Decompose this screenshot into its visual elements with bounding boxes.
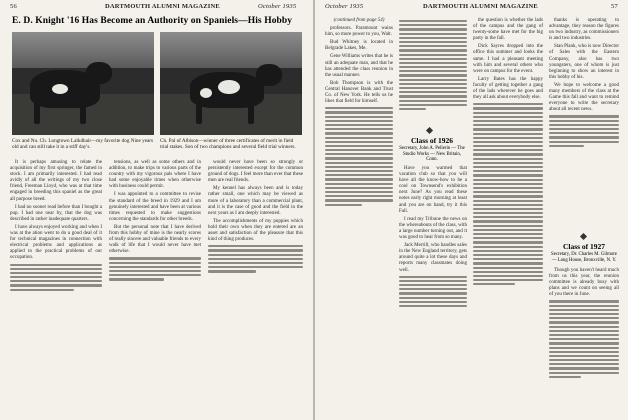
class-secretary-1926: Secretary, John A. Pellerin — The Studio Works — New Britain, Conn. <box>399 146 465 163</box>
article-title: E. D. Knight '16 Has Become an Authority on Spaniels—His Hobby <box>12 16 293 26</box>
ornament-diamond <box>426 127 433 134</box>
right-column-4 <box>549 18 619 218</box>
left-column-3 <box>208 160 303 416</box>
paragraph: I had no sooner read before than I bought a pup. I had one near by, that the dog was described in rather inadequate quarters. <box>10 204 102 222</box>
paragraph: I have always enjoyed working and when I was at the ation went to do a good deal of it for technical magazines in connection with electrical problems and applications as applied to the practical problems of our occupation. <box>10 224 102 261</box>
photo-caption-right: Ch. Pal of Albison—winner of three certificates of merit in field trial stakes. Son of two champions and several field trial winners. <box>160 138 296 151</box>
page-number-right: 57 <box>611 3 618 10</box>
paragraph: Jack Merrill, who handles sales in the New England territory, gets around quite a lot these days and reports many classmates doing well. <box>399 243 467 273</box>
left-column-1 <box>10 160 102 416</box>
spaniel-photo-right <box>160 32 302 135</box>
paragraph: Dick Sayres dropped into the office this summer and looks the same. I had a pleasant meeting with him and several others who were on campus for the event. <box>473 44 543 74</box>
paragraph: tensions, as well as some others and in addition, to make trips to various parts of the country with my vigorous pals where I have had some enjoyable times when otherwise with business could permit. <box>109 160 201 190</box>
paragraph: thanks is operating to advantage, they reason the figures on two industry, as commissioners is and two industries. <box>549 18 619 42</box>
issue-date-right: October 1935 <box>325 3 364 10</box>
paragraph: I read my Tribune the news on the whereabouts of the class, with a large number turning out, and it was good to hear from so many. <box>399 216 467 241</box>
paragraph: Bob Thompson is with the Central Hanover Bank and Trust Co. of New York. He tells us he likes that field for himself. <box>325 80 393 105</box>
paragraph: We hope to welcome a good many members of the class at the Game this fall and want to remind everyone to write the secretary about all recent news. <box>549 82 619 113</box>
spaniel-photo-left <box>12 32 154 135</box>
right-page <box>315 0 628 420</box>
ornament-diamond <box>580 233 587 240</box>
right-column-3 <box>473 18 543 416</box>
class-heading-1927: Class of 1927 <box>562 242 606 251</box>
class-secretary-1927: Secretary, Dr. Charles M. Gilmore — Long House, Bronxville, N. Y. <box>551 252 617 263</box>
paragraph: Have you warmed that vacation club so that you will have all the know-how to be a cool on Townsend's exhibition next June? As you read these notes early right morning at least and you are on hand, try it this Fall. <box>399 166 467 214</box>
running-head-right: DARTMOUTH ALUMNI MAGAZINE <box>423 3 538 10</box>
paragraph: My kennel has always been and is today rather small, one which may be viewed as more of a laboratory than a commercial plant, and it is the case of good and the field in the next years as I am deeply interested. <box>208 186 303 216</box>
paragraph: professors. Paramount wains him, so more power to you, Walt. <box>325 26 393 38</box>
right-column-4-bottom <box>549 268 619 416</box>
paragraph: Though you haven't heard much from us this year, the reunion committee is already busy with plans and we count on seeing all of you there in June. <box>549 268 619 298</box>
left-page <box>0 0 313 420</box>
paragraph: the question is whether the lads of the campus and the gang of twenty-some have met for the big party in the fall. <box>473 18 543 42</box>
paragraph: Stan Plank, who is now Director of Sales with the Eastern Company, also has two youngsters, one of whom is just beginning to show an interest in this hobby of his. <box>549 44 619 80</box>
continued-note: (continued from page 54) <box>333 18 385 23</box>
paragraph: Gene Williams writes that he is still an adequate man, and that he has attended the class reunion in the usual manner. <box>325 54 393 78</box>
issue-date-left: October 1935 <box>258 3 297 10</box>
running-head-left: DARTMOUTH ALUMNI MAGAZINE <box>105 3 220 10</box>
paragraph: I was appointed to a committee to revise the standard of the breed in 1929 and I am genuinely interested and have been at various times requested to make suggestions concerning the standards for other breeds. <box>109 192 201 222</box>
paragraph: would never have been so strongly or persistently interested except for the common ground of dogs. I feel more than ever that these men are real friends. <box>208 160 303 184</box>
paragraph: The accomplishments of my puppies which hold their own when they are entered are an asset and satisfaction of the pleasure that this kind of thing produces. <box>208 218 303 243</box>
paragraph: But the personal note that I have derived from this hobby of mine is the nearly scores of really sincere and valuable friends to every walk of life that I would never have met otherwise. <box>109 224 201 255</box>
right-column-1 <box>325 18 393 416</box>
photo-caption-left: Cox and Nu. Ch. Longtown Lalkdhair—my favorite dog Nine years old and can still take it in a stiff day's. <box>12 138 154 151</box>
paragraph: Bud Whitney is located in Belgrade Lakes, Me. <box>325 40 393 52</box>
paragraph: Larry Bates has the happy faculty of getting together a gang of the lads wherever he goes and they all ask about everybody else. <box>473 76 543 101</box>
left-column-2 <box>109 160 201 416</box>
right-column-2 <box>399 166 467 416</box>
page-number-left: 56 <box>10 3 17 10</box>
class-heading-1926: Class of 1926 <box>410 136 454 145</box>
paragraph: It is perhaps amusing to relate the acquisition of my first springer, the famed in stock. I am primarily interested. I had read avidly of all the writings of my two close friend, Freeman Lloyd, who was at that time engaged in breeding this spaniel as the great all purpose breed. <box>10 160 102 202</box>
right-column-2-top <box>399 18 467 126</box>
